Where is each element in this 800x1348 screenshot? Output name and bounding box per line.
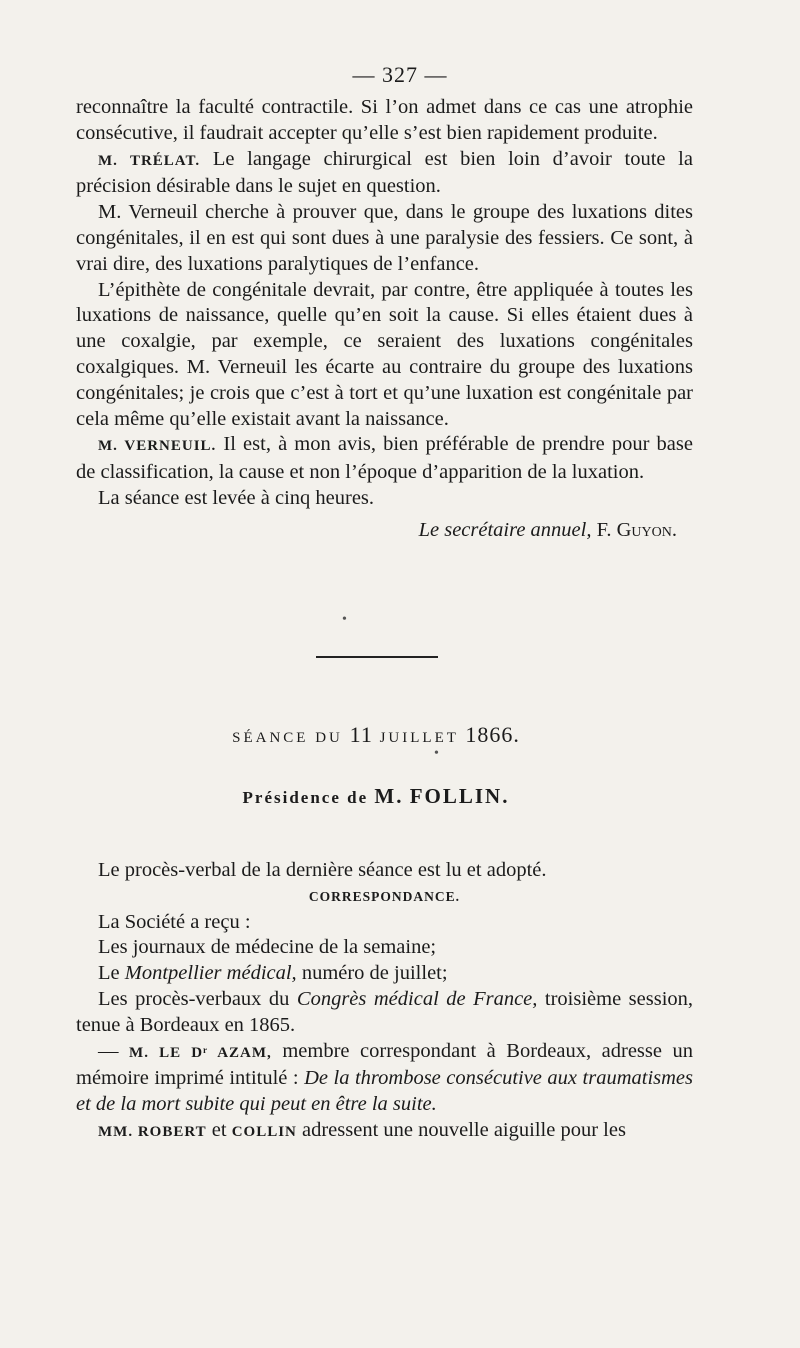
paragraph (76, 432, 693, 486)
journal-title: Montpellier médical, (124, 962, 297, 985)
paragraph-text: Il est, à mon avis, bien préférable de prendre pour base de classification, la cause et non l’époque d’apparition de la luxation. (76, 433, 693, 484)
presidence-label: Présidence de (242, 788, 369, 807)
speaker-name: M. VERNEUIL. (98, 438, 217, 455)
paragraph (76, 961, 693, 987)
seance-month: JUILLET (379, 730, 459, 746)
paragraph-text: adressent une nouvelle aiguille pour les (296, 1118, 626, 1141)
presidence-name: FOLLIN. (409, 784, 510, 808)
signature-name: Guyon. (616, 518, 677, 541)
paragraph (76, 1039, 693, 1118)
correspondance-heading: CORRESPONDANCE. (308, 888, 461, 904)
paragraph: M. Verneuil cherche à prouver que, dans le groupe des luxations dites congénitales, il en est qui sont dues à une paralysie des fessiers. Ce sont, à vrai dire, des luxations paralytiques de l’enfance. (76, 201, 693, 275)
paragraph-text: troisième session, tenue à Bordeaux en 1865. (76, 987, 694, 1036)
paragraph-text: et (206, 1118, 232, 1141)
speaker-name: M. LE Dʳ AZAM, (129, 1044, 272, 1061)
presidence-heading (0, 784, 752, 809)
memoir-title: De la thrombose consécutive aux traumatismes et de la mort subite qui peut en être la suite. (76, 1067, 693, 1116)
page-number: — 327 — (352, 62, 448, 87)
speaker-name: COLLIN (231, 1123, 297, 1140)
paragraph: Le procès-verbal de la dernière séance est lu et adopté. (98, 859, 547, 881)
speaker-name: M. TRÉLAT. (98, 152, 201, 169)
minutes-text (76, 95, 693, 544)
paragraph (76, 1118, 693, 1146)
paragraph: Les journaux de médecine de la semaine; (98, 936, 437, 959)
seance-day: 11 (349, 722, 373, 747)
paragraph-text: Les procès-verbaux du (98, 987, 297, 1010)
speaker-name: MM. ROBERT (98, 1123, 207, 1140)
seance-heading (0, 722, 752, 748)
paragraph-text: Le (98, 962, 125, 985)
paragraph (76, 987, 693, 1039)
seance-prefix: SÉANCE DU (232, 730, 343, 746)
seance-text (76, 858, 693, 1146)
presidence-honorific: M. (374, 784, 404, 808)
paragraph: La séance est levée à cinq heures. (98, 486, 375, 509)
dash: — (98, 1039, 130, 1062)
paragraph-text: membre correspondant à Bordeaux, adresse un mémoire imprimé intitulé : (76, 1039, 694, 1090)
paragraph: reconnaître la faculté contractile. Si l’on admet dans ce cas une atrophie consécutive, il faudrait accepter qu’elle s’est bien rapidement produite. (76, 96, 693, 144)
seance-year: 1866. (465, 722, 520, 747)
journal-title: Congrès médical de France, (296, 987, 538, 1010)
paragraph-text: Le langage chirurgical est bien loin d’avoir toute la précision désirable dans le sujet en question. (76, 147, 693, 198)
paragraph (76, 147, 693, 201)
paragraph: La Société a reçu : (98, 910, 251, 933)
section-divider (316, 656, 438, 658)
signature-initial: F. (596, 518, 612, 541)
signature-role: Le secrétaire annuel, (418, 518, 592, 541)
paragraph: L’épithète de congénitale devrait, par contre, être appliquée à toutes les luxations de naissance, quelle qu’en soit la cause. Si elles étaient dues à une coxalgie, par exemple, ce seraient des luxations congénitales coxalgiques. M. Verneuil les écarte au contraire du groupe des luxations congénitales; je crois que c’est à tort et qu’une luxation est congénitale par cela même qu’elle existait avant la naissance. (76, 278, 693, 430)
paragraph-text: numéro de juillet; (296, 962, 448, 985)
signature (76, 518, 693, 544)
ink-speck: • (342, 612, 347, 627)
ink-speck: • (434, 746, 439, 761)
